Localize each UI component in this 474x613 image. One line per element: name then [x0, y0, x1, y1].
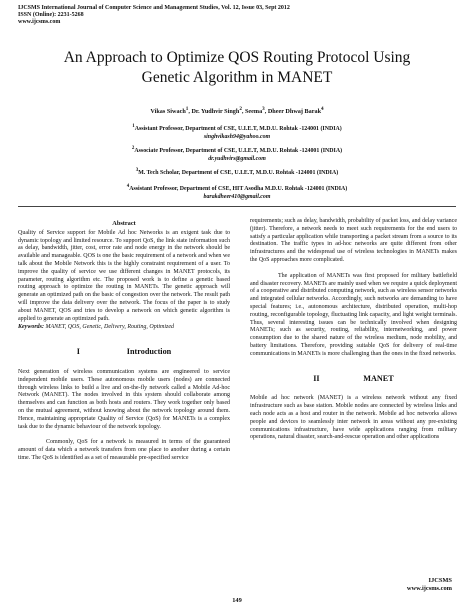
author-sup: 4: [321, 106, 324, 112]
author-email: barakdheer410@gmail.com: [203, 193, 271, 200]
right-column: [250, 218, 457, 442]
section-heading-introduction: [18, 348, 230, 356]
author-separator: ,: [188, 108, 192, 116]
title-line-2: Genetic Algorithm in MANET: [141, 69, 333, 86]
paragraph: Mobile ad hoc network (MANET) is a wireless network without any fixed infrastructure such as base station. Mobile nodes are connected by wireless links and each node acts as a host and router in the network. Mobile ad hoc networks allows people and devices to seamlessly inter network in areas without any pre-existing communications infrastructure, have wide applications ranging from military operations, natural disaster, search-and-rescue operation and other applications: [250, 395, 457, 441]
author-email: dr.yudhvirs@gmail.com: [208, 155, 266, 162]
page-number: 149: [232, 597, 242, 604]
affiliation: [0, 123, 474, 142]
author-separator: ,: [264, 108, 268, 116]
section-number: II: [313, 373, 320, 383]
author-name: Dheer Dhwaj Barak: [267, 108, 322, 116]
abstract-text: Quality of Service support for Mobile Ad hoc Networks is an exigent task due to dynamic topology and limited resource. To support QoS, the link state information such as delay, bandwidth, jitter, cost, error rate and node energy in the network should be available and manageable. QOS is one the basic requirement of a network and when we talk about the Mobile Network this is the highly constraint requirement of a user. To improve the quality of service we use different changes in MANET protocols, its parameter, routing algorithm etc. The proposed work is to define a genetic based routing approach to optimize the routing in MANETs. The genetic approach will generate an optimized path on the basic of congestion over the network. The result path will improve the data delivery over the network. The focus of the paper is to study about MANET, QOS and tries to develop a network on which genetic algorithm is applied to generate an optimized path.: [18, 229, 230, 322]
affiliation: [0, 145, 474, 164]
author-sup: 3: [262, 106, 265, 112]
affiliation-sup: 3: [135, 168, 139, 173]
author-name: Dr. Yudhvir Singh: [191, 108, 240, 116]
affiliation: [0, 183, 474, 202]
affiliation-sup: 1: [132, 124, 135, 129]
paragraph: Next generation of wireless communication systems are engineered to service independent mobile users. These autonomous mobile users (nodes) are connected through wireless links to build a live and on-the-fly network called a Mobile Ad-hoc Network (MANET). The nodes involved in this system should collaborate among themselves and can function as both hosts and routers. They work together only based on the mutual agreement, without knowing about the network topology around them. Hence, maintaining appropriate Quality of Service (QoS) for MANETs is a complex task due to the dynamic behaviour of the network topology.: [18, 368, 230, 430]
footer-url: www.ijcsms.com: [406, 585, 452, 592]
section-number: I: [76, 347, 80, 357]
footer-journal: IJCSMS: [428, 577, 452, 584]
journal-website: www.ijcsms.com: [18, 19, 61, 25]
paper-title: [0, 48, 474, 88]
author-email: singhvikash94@yahoo.com: [203, 133, 271, 140]
journal-header-line: IJCSMS International Journal of Computer Science and Management Studies, Vol. 12, Issue 03, Sept 2012: [18, 5, 290, 11]
section-heading-manet: [250, 375, 457, 383]
abstract-heading: Abstract: [112, 220, 136, 227]
author-sup: 1: [185, 106, 189, 112]
section-title: Introduction: [126, 347, 172, 357]
paragraph: Commonly, QoS for a network is measured in terms of the guaranteed amount of data which a network transfers from one place to another during a certain time. The QoS is identified as a set of measurable pre-specified service: [18, 439, 230, 461]
affiliation-text: Assistant Professor, Department of CSE, HIT Asodha M.D.U. Rohtak -124001 (INDIA): [129, 185, 348, 192]
affiliation-text: Associate Professor, Department of CSE, U.I.E.T, M.D.U. Rohtak -124001 (INDIA): [134, 147, 343, 154]
author-list: [0, 106, 474, 115]
keywords: [18, 324, 230, 332]
affiliation: [0, 167, 474, 178]
author-sup: 2: [239, 106, 242, 112]
keywords-label: Keywords:: [18, 324, 44, 331]
left-column: [18, 220, 230, 463]
title-line-1: An Approach to Optimize QOS Routing Protocol Using: [63, 49, 411, 66]
affiliation-sup: 4: [126, 184, 130, 189]
author-name: Seema: [244, 108, 263, 116]
affiliation-sup: 2: [131, 146, 135, 151]
affiliation-text: M. Tech Scholar, Department of CSE, U.I.E.T, M.D.U. Rohtak -124001 (INDIA): [138, 169, 339, 176]
author-separator: ,: [241, 108, 245, 116]
journal-issn: ISSN (Online): 2231-5268: [18, 12, 84, 18]
keywords-list: MANET, QOS, Genetic, Delivery, Routing, Optimized: [44, 324, 175, 331]
header-divider: [18, 206, 456, 207]
paragraph: requirements; such as delay, bandwidth, probability of packet loss, and delay variance (jitter). Therefore, a network needs to meet such requirements for the end users to satisfy a particular application while transporting a packet stream from a source to its destination. The traffic types in ad-hoc networks are quite different from other infrastructures and the widespread use of wireless technologies in MANETs makes the QoS approaches more complicated.: [250, 218, 457, 263]
paragraph: The application of MANETs was first proposed for military battlefield and disaster recovery. MANETs are mainly used when we require a quick deployment of a cooperative and distributed computing network, such as wireless sensor networks and integrated cellular networks. Accordingly, such networks are demanding to have special features; i.e., autonomous architecture, distributed operation, multi-hop routing, reconfigurable topology, fluctuating link capacity, and light weight terminals. Thus, several interesting issues can be technically involved when designing MANETs; such as security, routing, reliability, internetworking, and power consumption due to the shared nature of the wireless medium, node mobility, and battery limitations. Therefore, providing suitable QoS for delivery of real-time communications in MANETs is more challenging than the ones in the fixed networks.: [250, 272, 457, 357]
section-title: MANET: [363, 373, 394, 383]
affiliation-text: Assistant Professor, Department of CSE, U.I.E.T, M.D.U. Rohtak -124001 (INDIA): [134, 125, 342, 132]
author-name: Vikas Siwach: [150, 108, 186, 116]
